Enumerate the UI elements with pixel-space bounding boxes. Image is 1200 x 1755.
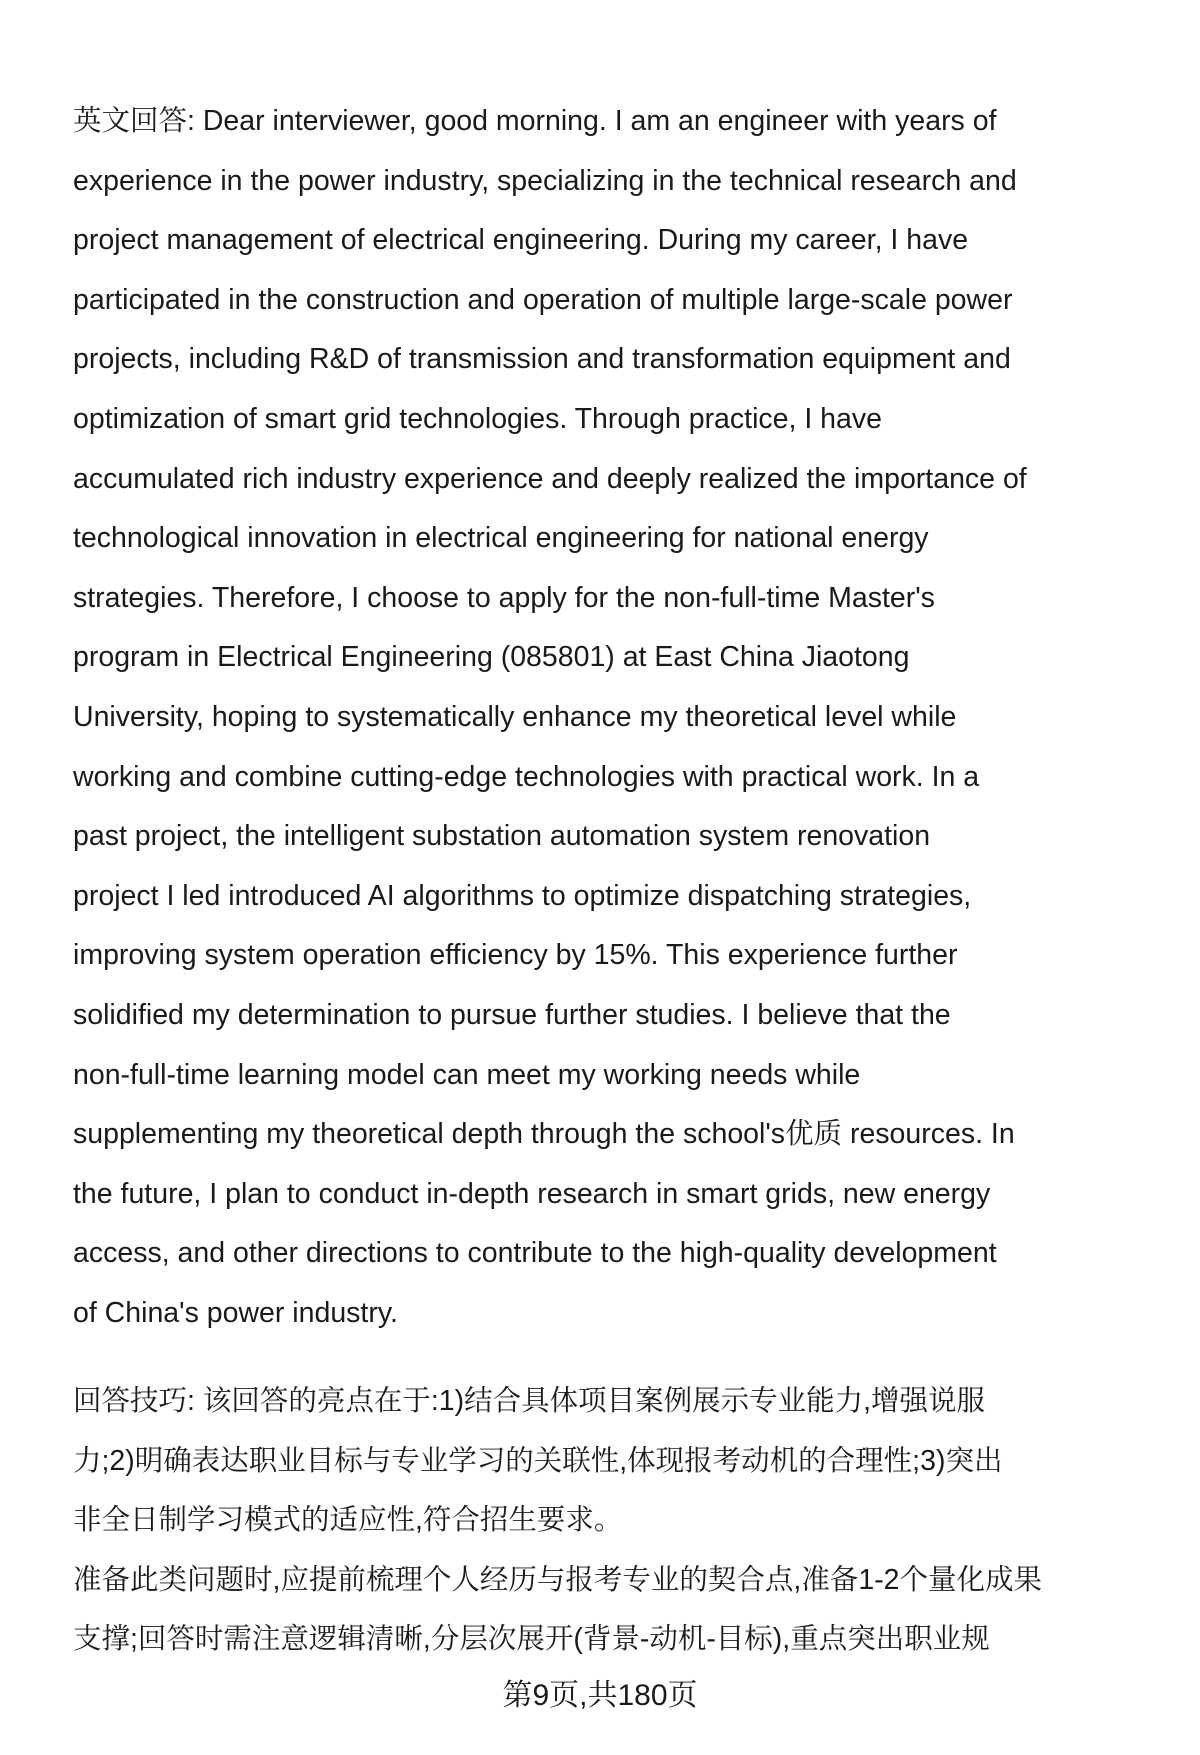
text-line: 支撑;回答时需注意逻辑清晰,分层次展开(背景-动机-目标),重点突出职业规 bbox=[73, 1623, 990, 1656]
text-line: technological innovation in electrical engineering for national energy bbox=[73, 522, 929, 555]
text-line: project management of electrical engineering. During my career, I have bbox=[73, 224, 969, 257]
text-line: project I led introduced AI algorithms to optimize dispatching strategies, bbox=[73, 879, 972, 912]
text-line: 准备此类问题时,应提前梳理个人经历与报考专业的契合点,准备1-2个量化成果 bbox=[73, 1563, 1043, 1596]
text-line: 英文回答: Dear interviewer, good morning. I am an engineer with years of bbox=[73, 105, 997, 137]
text-line: 非全日制学习模式的适应性,符合招生要求。 bbox=[73, 1504, 623, 1537]
text-line: experience in the power industry, specializing in the technical research and bbox=[73, 164, 1017, 197]
text-line: accumulated rich industry experience and deeply realized the importance of bbox=[73, 462, 1027, 495]
text-line: program in Electrical Engineering (085801) at East China Jiaotong bbox=[73, 641, 910, 674]
answer-tips-paragraph bbox=[73, 1372, 1173, 1670]
text-line: participated in the construction and operation of multiple large-scale power bbox=[73, 283, 1013, 316]
text-line: strategies. Therefore, I choose to apply for the non-full-time Master's bbox=[73, 581, 935, 614]
text-line: University, hoping to systematically enhance my theoretical level while bbox=[73, 700, 957, 733]
text-line: the future, I plan to conduct in-depth research in smart grids, new energy bbox=[73, 1177, 991, 1210]
text-line: past project, the intelligent substation automation system renovation bbox=[73, 820, 931, 853]
text-line: improving system operation efficiency by 15%. This experience further bbox=[73, 939, 958, 972]
page-number: 第9页,共180页 bbox=[502, 1679, 698, 1712]
text-line: non-full-time learning model can meet my working needs while bbox=[73, 1058, 861, 1091]
text-line: of China's power industry. bbox=[73, 1296, 398, 1329]
text-line: 力;2)明确表达职业目标与专业学习的关联性,体现报考动机的合理性;3)突出 bbox=[73, 1444, 1003, 1477]
text-line: working and combine cutting-edge technologies with practical work. In a bbox=[73, 760, 980, 793]
text-line: projects, including R&D of transmission and transformation equipment and bbox=[73, 343, 1011, 376]
english-answer-paragraph bbox=[73, 92, 1173, 1343]
text-line: optimization of smart grid technologies. Through practice, I have bbox=[73, 402, 882, 435]
text-line: solidified my determination to pursue further studies. I believe that the bbox=[73, 998, 951, 1031]
text-line: 回答技巧: 该回答的亮点在于:1)结合具体项目案例展示专业能力,增强说服 bbox=[73, 1385, 986, 1417]
text-line: access, and other directions to contribute to the high-quality development bbox=[73, 1237, 997, 1270]
text-line: supplementing my theoretical depth through the school's优质 resources. In bbox=[73, 1118, 1015, 1151]
